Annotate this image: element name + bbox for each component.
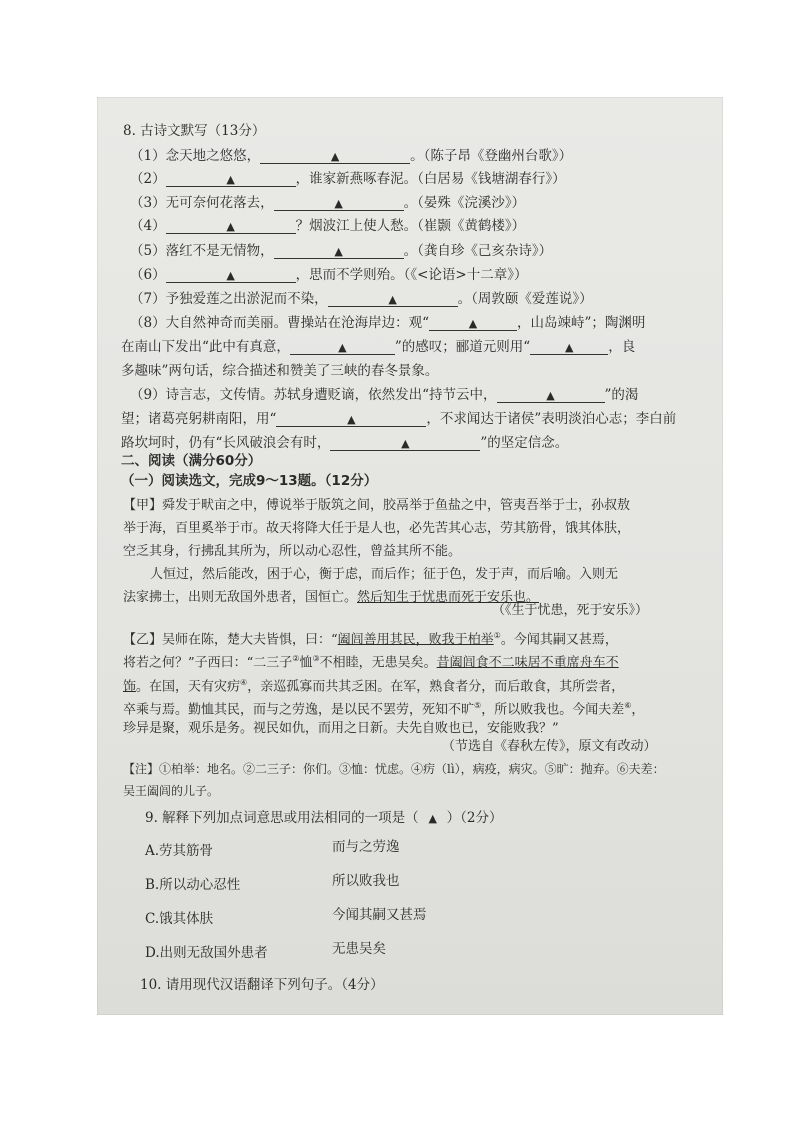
passage-yi-3: 饰。在国，天有灾疠④，亲巡孤寡而共其乏困。在军，熟食者分，而后敢食，其所尝者， — [123, 678, 625, 695]
q9-title: 9. 解释下列加点词意思或用法相同的一项是（ ▲ ）（2分） — [145, 810, 503, 826]
q8-line-9b: 望；诸葛亮躬耕南阳，用“ ▲ ，不求闻达于诸侯”表明淡泊心志；李白前 — [121, 411, 677, 427]
answer-blank[interactable]: ▲ — [497, 387, 605, 403]
answer-blank[interactable]: ▲ — [274, 243, 404, 259]
exam-paper — [97, 97, 723, 1015]
passage-jia-5: 法家拂士，出则无敌国外患者，国恒亡。然后知生于忧患而死于安乐也。 — [123, 590, 540, 605]
answer-blank[interactable]: ▲ — [166, 171, 296, 187]
q8-line-3: （3）无可奈何花落去， ▲ 。（晏殊《浣溪沙》） — [130, 195, 526, 211]
answer-blank[interactable]: ▲ — [328, 291, 458, 307]
q8-line-7: （7）予独爱莲之出淤泥而不染， ▲ 。（周敦颐《爱莲说》） — [130, 291, 593, 307]
q8-line-6: （6） ▲ ，思而不学则殆。（《<论语>十二章》） — [130, 267, 528, 283]
passage-notes-1: 【注】①柏举：地名。②二三子：你们。③恤：忧虑。④疠（lì），病疫，病灾。⑤旷：抛弃。⑥夫差： — [123, 762, 665, 776]
q8-line-2: （2） ▲ ，谁家新燕啄春泥。（白居易《钱塘湖春行》） — [130, 171, 566, 187]
q9-option-d-left[interactable]: D.出则无敌国外患者 — [145, 945, 268, 961]
answer-blank[interactable]: ▲ — [166, 267, 296, 283]
passage-jia-4: 人恒过，然后能改，困于心，衡于虑，而后作；征于色，发于声，而后喻。入则无 — [150, 567, 619, 582]
passage-jia-3: 空乏其身，行拂乱其所为，所以动心忍性，曾益其所不能。 — [123, 544, 462, 559]
q8-line-4: （4） ▲ ？烟波江上使人愁。（崔颢《黄鹤楼》） — [130, 218, 526, 234]
q9-option-c-right: 今闻其嗣又甚焉 — [332, 907, 427, 923]
q9-option-b-left[interactable]: B.所以动心忍性 — [145, 877, 241, 893]
answer-blank[interactable]: ▲ — [260, 148, 410, 164]
q9-option-c-left[interactable]: C.饿其体肤 — [145, 911, 214, 927]
q8-line-8b: 在南山下发出“此中有真意， ▲ ”的感叹；郦道元则用“ ▲ ，良 — [121, 339, 636, 355]
answer-blank[interactable]: ▲ — [330, 435, 480, 451]
q8-title: 8. 古诗文默写（13分） — [123, 123, 266, 139]
answer-blank[interactable]: ▲ — [276, 411, 426, 427]
answer-blank[interactable]: ▲ — [274, 195, 404, 211]
passage-yi-source: （节选自《春秋左传》，原文有改动） — [442, 739, 657, 754]
q8-line-9a: （9）诗言志，文传情。苏轼身遭贬谪，依然发出“持节云中， ▲ ”的渴 — [130, 387, 639, 403]
q9-option-a-left[interactable]: A.劳其筋骨 — [145, 843, 214, 859]
passage-jia-source: （《生于忧患，死于安乐》） — [492, 603, 649, 618]
passage-yi-2: 将若之何？”子西曰：“二三子②恤③不相睦，无患吴矣。昔阖闾食不二味居不重席舟车不 — [123, 654, 619, 671]
passage-yi-5: 珍异是聚，观乐是务。视民如仇，而用之日新。夫先自败也已，安能败我？” — [123, 721, 559, 736]
answer-blank[interactable]: ▲ — [290, 339, 395, 355]
passage-yi-1: 【乙】吴师在陈，楚大夫皆惧，曰：“阖闾善用其民，败我于柏举①。今闻其嗣又甚焉， — [123, 631, 618, 648]
q9-option-a-right: 而与之劳逸 — [332, 839, 400, 855]
section-heading: 二、阅读（满分60分） — [121, 453, 262, 469]
subsection-heading: （一）阅读选文，完成9～13题。（12分） — [121, 473, 378, 489]
q9-option-d-right: 无患吴矣 — [332, 941, 386, 957]
q8-line-9c: 路坎坷时，仍有“长风破浪会有时， ▲ ”的坚定信念。 — [121, 435, 569, 451]
q10-title: 10. 请用现代汉语翻译下列句子。（4分） — [140, 977, 384, 993]
q8-line-8c: 多趣味”两句话，综合描述和赞美了三峡的春冬景象。 — [121, 363, 439, 379]
answer-blank[interactable]: ▲ — [429, 315, 517, 331]
q8-line-5: （5）落红不是无情物， ▲ 。（龚自珍《己亥杂诗》） — [130, 243, 553, 259]
passage-notes-2: 吴王阖闾的儿子。 — [123, 784, 220, 798]
answer-blank[interactable]: ▲ — [166, 218, 296, 234]
q9-option-b-right: 所以败我也 — [332, 873, 400, 889]
answer-blank[interactable]: ▲ — [530, 339, 608, 355]
q9-answer-blank[interactable]: ▲ — [428, 812, 437, 825]
passage-yi-4: 卒乘与焉。勤恤其民，而与之劳逸，是以民不罢劳，死知不旷⑤，所以败我也。今闻夫差⑥， — [123, 701, 645, 718]
passage-jia-1: 【甲】舜发于畎亩之中，傅说举于版筑之间，胶鬲举于鱼盐之中，管夷吾举于士，孙叔敖 — [123, 498, 631, 513]
q8-line-1: （1）念天地之悠悠， ▲ 。（陈子昂《登幽州台歌》） — [130, 148, 573, 164]
q8-line-8a: （8）大自然神奇而美丽。曹操站在沧海岸边：观“ ▲ ，山岛竦峙”；陶渊明 — [130, 315, 646, 331]
passage-jia-2: 举于海，百里奚举于市。故天将降大任于是人也，必先苦其心志，劳其筋骨，饿其体肤， — [123, 521, 631, 536]
